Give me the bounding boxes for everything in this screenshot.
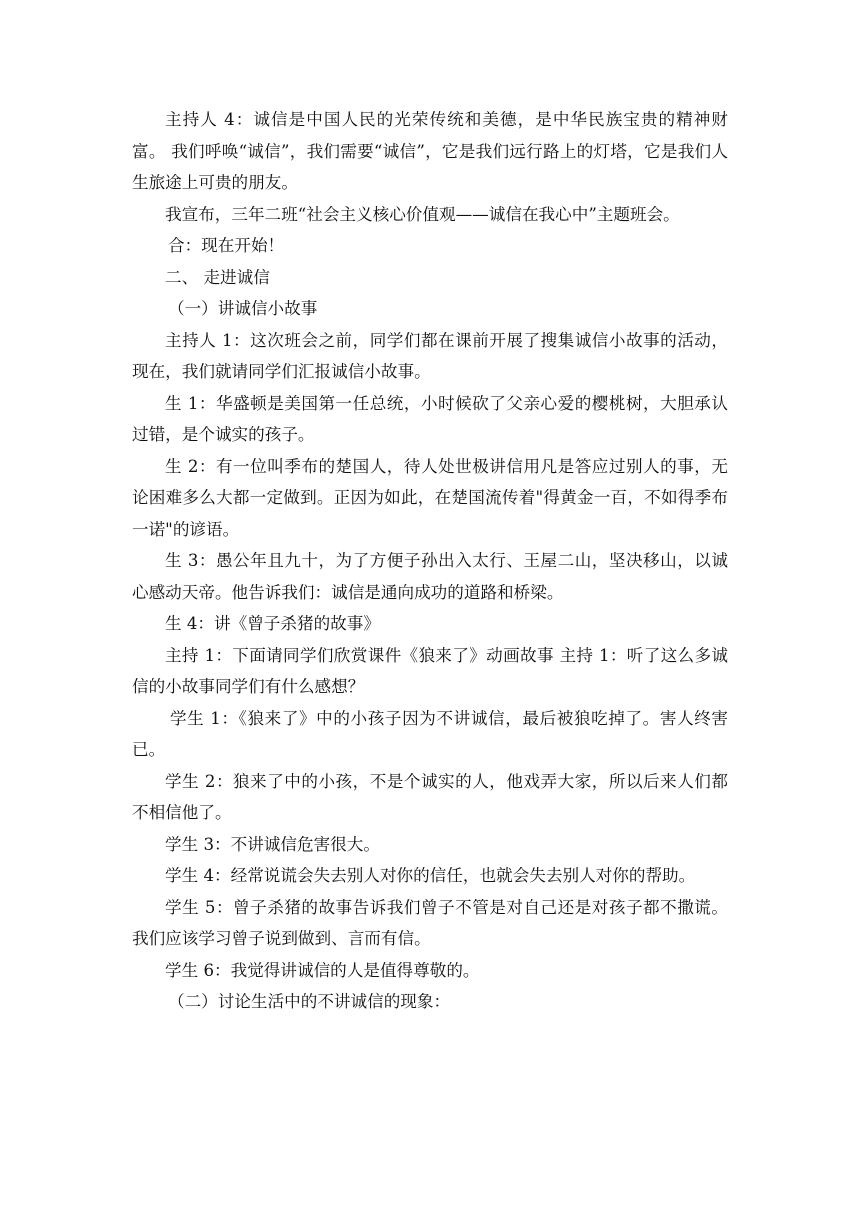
paragraph-pupil4-reflection: 学生 4：经常说谎会失去别人对你的信任，也就会失去别人对你的帮助。 bbox=[165, 866, 696, 885]
paragraph-host1-wolf: 主持 1：下面请同学们欣赏课件《狼来了》动画故事 主持 1：听了这么多诚信的小故事同学们有什么感想？ bbox=[132, 645, 728, 696]
section-heading-approach-integrity: 二、 走进诚信 bbox=[165, 267, 270, 287]
paragraph-student4-story: 生 4：讲《曾子杀猪的故事》 bbox=[165, 614, 380, 633]
paragraph-student1-story: 生 1：华盛顿是美国第一任总统，小时候砍了父亲心爱的樱桃树，大胆承认过错，是个诚实的孩子。 bbox=[132, 393, 728, 444]
subsection-heading-stories: （一）讲诚信小故事 bbox=[168, 299, 318, 318]
paragraph-pupil5-reflection: 学生 5：曾子杀猪的故事告诉我们曾子不管是对自己还是对孩子都不撒谎。我们应该学习曾子说到做到、言而有信。 bbox=[132, 897, 728, 948]
paragraph-student3-story: 生 3：愚公年且九十，为了方便子孙出入太行、王屋二山，坚决移山，以诚心感动天帝。他告诉我们：诚信是通向成功的道路和桥梁。 bbox=[132, 551, 728, 602]
subsection-heading-discussion: （二）讨论生活中的不讲诚信的现象： bbox=[168, 992, 451, 1011]
paragraph-host1-intro: 主持人 1：这次班会之前，同学们都在课前开展了搜集诚信小故事的活动，现在，我们就请同学们汇报诚信小故事。 bbox=[132, 330, 728, 381]
paragraph-pupil6-reflection: 学生 6：我觉得讲诚信的人是值得尊敬的。 bbox=[165, 960, 480, 980]
paragraph-pupil3-reflection: 学生 3：不讲诚信危害很大。 bbox=[165, 834, 380, 854]
document-body bbox=[132, 104, 728, 1018]
paragraph-pupil1-reflection: 学生 1：《狼来了》中的小孩子因为不讲诚信，最后被狼吃掉了。害人终害已。 bbox=[132, 708, 728, 759]
paragraph-student2-story: 生 2：有一位叫季布的楚国人，待人处世极讲信用凡是答应过别人的事，无论困难多么大都一定做到。正因为如此，在楚国流传着"得黄金一百，不如得季布一诺"的谚语。 bbox=[132, 456, 728, 539]
paragraph-announcement: 我宣布，三年二班“社会主义核心价值观——诚信在我心中”主题班会。 bbox=[165, 204, 680, 224]
paragraph-host4-speech: 主持人 4：诚信是中国人民的光荣传统和美德，是中华民族宝贵的精神财富。 我们呼唤“诚信”，我们需要“诚信”，它是我们远行路上的灯塔，它是我们人生旅途上可贵的朋友。 bbox=[132, 110, 728, 192]
paragraph-pupil2-reflection: 学生 2：狼来了中的小孩，不是个诚实的人，他戏弄大家，所以后来人们都不相信他了。 bbox=[132, 771, 728, 822]
paragraph-together-start: 合：现在开始！ bbox=[168, 236, 285, 255]
